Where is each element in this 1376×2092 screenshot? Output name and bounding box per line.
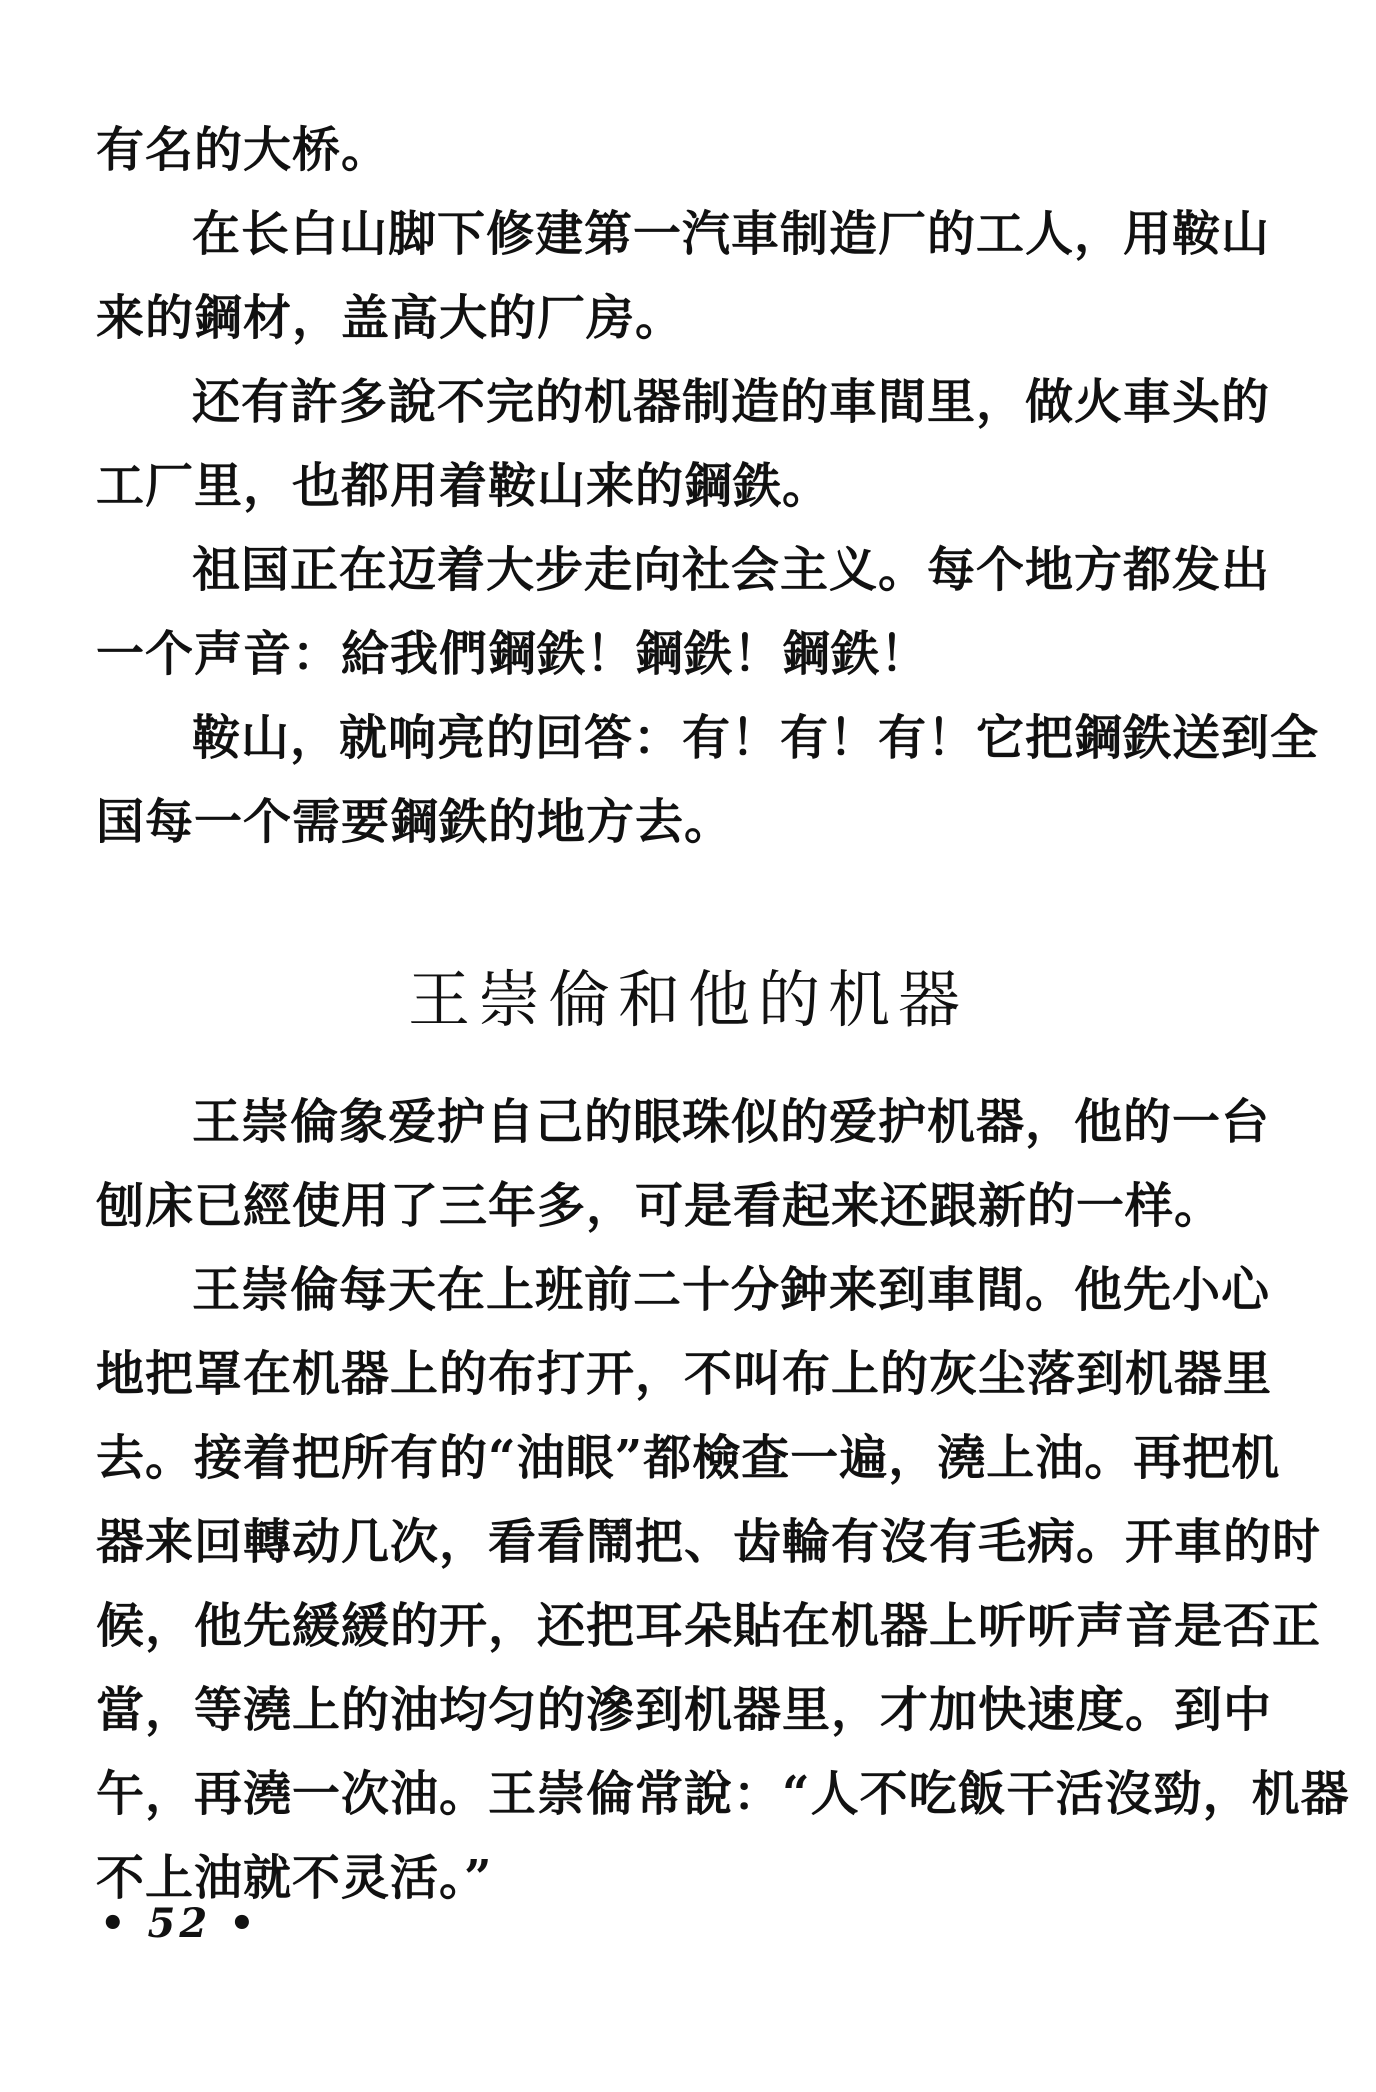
paragraph-line: 地把罩在机器上的布打开，不叫布上的灰尘落到机器里: [96, 1346, 1273, 1402]
paragraph-line: 去。接着把所有的“油眼”都檢查一遍，澆上油。再把机: [96, 1430, 1281, 1486]
paragraph-line: 鞍山，就响亮的回答：有！有！有！它把鋼鉄送到全: [192, 710, 1320, 766]
paragraph-line: 候，他先緩緩的开，还把耳朵貼在机器上听听声音是否正: [96, 1598, 1322, 1654]
paragraph-line: 一个声音：給我們鋼鉄！鋼鉄！鋼鉄！: [96, 626, 930, 682]
paragraph-line: 来的鋼材，盖高大的厂房。: [96, 290, 685, 346]
paragraph-line: 刨床已經使用了三年多，可是看起来还跟新的一样。: [96, 1178, 1224, 1234]
paragraph-line: 有名的大桥。: [96, 122, 391, 178]
paragraph-line: 工厂里，也都用着鞍山来的鋼鉄。: [96, 458, 832, 514]
paragraph-line: 王崇倫象爱护自己的眼珠似的爱护机器，他的一台: [192, 1094, 1271, 1150]
text-block-2: [96, 1080, 1350, 1920]
paragraph-line: 器来回轉动几次，看看鬧把、齿輪有沒有毛病。开車的时: [96, 1514, 1322, 1570]
text-block-1: [96, 108, 1320, 864]
page-number: • 52 •: [100, 1900, 259, 1947]
paragraph-line: 不上油就不灵活。”: [96, 1850, 493, 1906]
paragraph-line: 當，等澆上的油均匀的滲到机器里，才加快速度。到中: [96, 1682, 1273, 1738]
section-title: 王崇倫和他的机器: [407, 963, 968, 1036]
paragraph-line: 王崇倫每天在上班前二十分鈡来到車間。他先小心: [192, 1262, 1271, 1318]
paragraph-line: 祖国正在迈着大步走向社会主义。每个地方都发出: [192, 542, 1271, 598]
paragraph-line: 还有許多說不完的机器制造的車間里，做火車头的: [192, 374, 1271, 430]
paragraph-line: 在长白山脚下修建第一汽車制造厂的工人，用鞍山: [192, 206, 1271, 262]
paragraph-line: 国每一个需要鋼鉄的地方去。: [96, 794, 734, 850]
paragraph-line: 午，再澆一次油。王崇倫常說：“人不吃飯干活沒勁，机器: [96, 1766, 1350, 1822]
